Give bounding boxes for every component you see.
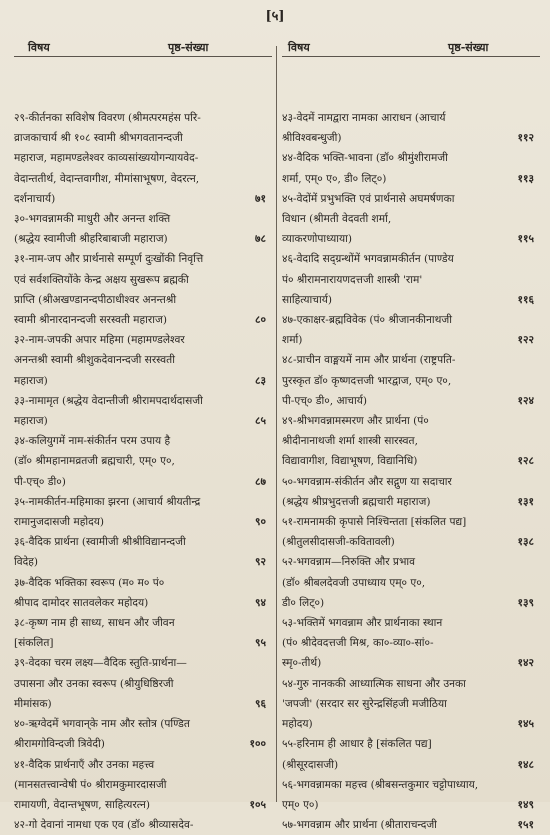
toc-entry — [14, 391, 272, 431]
toc-entry-line: ४८-प्राचीन वाङ्मयमें नाम और प्रार्थना (राष्ट्रपति- — [282, 354, 456, 367]
toc-entry-line: ५४-गुरु नानककी आध्यात्मिक साधना और उनका — [282, 677, 466, 690]
toc-entry-line: (श्रद्धेय श्रीप्रभुदत्तजी ब्रह्मचारी महाराज) — [282, 495, 431, 508]
toc-entry-line: ४६-वेदादि सद्ग्रन्थोंमें भगवन्नामकीर्तन (पाण्डेय — [282, 253, 454, 266]
toc-entry-line: श्रीरामगोविन्दजी त्रिवेदी) — [14, 738, 105, 751]
toc-entry-line: ३९-वेदका चरम लक्ष्य—वैदिक स्तुति-प्रार्थना— — [14, 657, 187, 670]
toc-entry-line: (डॉ० श्रीबलदेवजी उपाध्याय एम्० ए०, — [282, 576, 426, 589]
toc-entry — [282, 350, 540, 411]
toc-page-number: १२८ — [517, 455, 534, 468]
toc-entry — [282, 310, 540, 350]
toc-entry-line: विदेह) — [14, 556, 39, 569]
toc-entry-line: ३१-नाम-जप और प्रार्थनासे सम्पूर्ण दुःखोंकी निवृत्ति — [14, 253, 204, 266]
toc-page-number: १४५ — [517, 718, 534, 731]
toc-entry-line: (मानसतत्त्वान्वेषी पं० श्रीरामकुमारदासजी — [14, 778, 167, 791]
toc-entry — [282, 674, 540, 735]
left-header-page: पृष्ठ-संख्या — [168, 41, 209, 54]
toc-entry-line: ५३-भक्तिमें भगवन्नाम और प्रार्थनाका स्थान — [282, 617, 443, 630]
toc-entry — [14, 532, 272, 572]
toc-entry-line: ४३-वेदमें नामद्वारा नामका आराधन (आचार्य — [282, 112, 446, 124]
column-divider — [276, 46, 277, 802]
toc-entry-line: ५१-रामनामकी कृपासे निश्चिन्तता [संकलित पद्य] — [282, 516, 467, 529]
right-column — [282, 46, 540, 832]
toc-entry-line: ३०-भगवन्नामकी माधुरी और अनन्त शक्ति — [14, 213, 171, 226]
toc-entry-line: रामानुजदासजी महोदय) — [14, 516, 105, 529]
toc-page-number: १२२ — [517, 334, 534, 347]
toc-entry-line: महाराज, महामण्डलेश्वर काव्यसांख्ययोगन्यायवेद- — [14, 152, 199, 165]
toc-entry-line: 'जपजी' (सरदार सर सुरेन्द्रसिंहजी मजीठिया — [282, 697, 447, 710]
toc-entry — [14, 613, 272, 653]
toc-entry-line: प्राप्ति (श्रीअखण्डानन्दपीठाधीश्वर अनन्तश्री — [14, 293, 177, 306]
toc-page-number: ११६ — [517, 293, 534, 306]
toc-entry — [282, 411, 540, 472]
toc-entry-line: श्रीपाद दामोदर सातवलेकर महोदय) — [14, 596, 149, 609]
toc-entry-line: ४१-वैदिक प्रार्थनाएँ और उनका महत्त्व — [14, 758, 155, 771]
toc-entry-line: २९-कीर्तनका सविशेष विवरण (श्रीमत्परमहंस परि- — [14, 112, 201, 124]
toc-entry-line: ३५-नामकीर्तन-महिमाका झरना (आचार्य श्रीयतीन्द्र — [14, 495, 201, 508]
toc-entry — [14, 108, 272, 209]
toc-entry-line: शर्मा) — [282, 334, 303, 347]
toc-page-number: ७१ — [254, 192, 266, 205]
right-entries — [282, 108, 540, 835]
toc-entry-line: रामायणी, वेदान्तभूषण, साहित्यरत्न) — [14, 798, 151, 811]
toc-page-number: ९५ — [254, 637, 266, 650]
toc-page-number: ११३ — [517, 172, 534, 185]
toc-page-number: ९४ — [254, 596, 266, 609]
toc-entry — [282, 148, 540, 188]
toc-entry-line: ५६-भगवन्नामका महत्त्व (श्रीबसन्तकुमार चट्टोपाध्याय, — [282, 778, 479, 791]
toc-entry-line: स्मृ०-तीर्थ) — [282, 657, 322, 670]
toc-entry — [282, 189, 540, 250]
toc-entry — [282, 108, 540, 148]
toc-page-number: ११५ — [517, 233, 534, 246]
toc-entry-line: ४२-गो देवानां नामधा एक एव (डॉ० श्रीव्यासदेव- — [14, 819, 194, 832]
toc-entry-line: मीमांसक) — [14, 697, 52, 710]
toc-page-number: ८७ — [254, 475, 266, 488]
toc-entry-line: (पं० श्रीदेवदत्तजी मिश्र, का०-व्या०-सां०- — [282, 637, 434, 650]
toc-entry-line: श्रीविश्वबन्धुजी) — [282, 132, 342, 145]
toc-entry — [14, 815, 272, 835]
toc-entry-line: पुरस्कृत डॉ० कृष्णदत्तजी भारद्वाज, एम्० ए०, — [282, 374, 452, 387]
toc-entry-line: महाराज) — [14, 415, 48, 428]
toc-entry-line: पी-एच्० डी०, आचार्य) — [282, 394, 368, 407]
toc-entry — [282, 552, 540, 613]
toc-page-number: ८३ — [254, 374, 266, 387]
toc-entry-line: ३३-नामामृत (श्रद्धेय वेदान्तीजी श्रीरामपदार्थदासजी — [14, 394, 203, 407]
page-number: [५] — [265, 9, 285, 24]
toc-entry — [282, 815, 540, 835]
toc-page-number: ७८ — [254, 233, 266, 246]
toc-entry — [14, 209, 272, 249]
toc-entry-line: वेदान्ततीर्थ, वेदान्तवागीश, मीमांसाभूषण, वेदरत्न, — [14, 172, 200, 185]
toc-entry — [282, 249, 540, 310]
toc-entry-line: ३७-वैदिक भक्तिका स्वरूप (म० म० पं० — [14, 576, 165, 589]
toc-entry — [14, 573, 272, 613]
right-header-page: पृष्ठ-संख्या — [448, 41, 489, 54]
toc-entry-line: एम्० ए०) — [282, 798, 319, 811]
toc-page-number: १४९ — [517, 798, 534, 811]
toc-entry-line: डी० लिट्०) — [282, 596, 325, 609]
toc-entry-line: विधान (श्रीमती वेदवती शर्मा, — [282, 213, 392, 226]
toc-entry-line: ४९-श्रीभगवन्नामस्मरण और प्रार्थना (पं० — [282, 415, 429, 428]
toc-entry-line: पं० श्रीरामनारायणदत्तजी शास्त्री 'राम' — [282, 273, 423, 286]
toc-page-number: १५१ — [517, 819, 534, 832]
toc-page-number: १०५ — [249, 798, 266, 811]
toc-entry — [282, 613, 540, 674]
toc-entry-line: ३४-कलियुगमें नाम-संकीर्तन परम उपाय है — [14, 435, 171, 448]
toc-entry-line: व्राजकाचार्य श्री १०८ स्वामी श्रीभगवतानन्दजी — [14, 132, 183, 145]
toc-entry — [14, 249, 272, 330]
toc-entry — [14, 431, 272, 492]
toc-entry — [282, 734, 540, 774]
toc-page-number: ९२ — [254, 556, 266, 569]
toc-page-number: ९६ — [254, 697, 266, 710]
toc-entry-line: स्वामी श्रीनारदानन्दजी सरस्वती महाराज) — [14, 314, 167, 327]
toc-entry-line: ५५-हरिनाम ही आधार है [संकलित पद्य] — [282, 738, 432, 751]
toc-entry-line: एवं सर्वशक्तियोंके केन्द्र अक्षय सुखरूप ब्रह्मकी — [14, 273, 189, 286]
toc-page-number: १२४ — [517, 394, 534, 407]
toc-entry-line: व्याकरणोपाध्याया) — [282, 233, 353, 246]
right-header-subject: विषय — [288, 41, 310, 54]
toc-entry-line: पी-एच्० डी०) — [14, 475, 66, 488]
toc-entry-line: श्रीदीनानाथजी शर्मा शास्त्री सारस्वत, — [282, 435, 418, 448]
toc-entry — [14, 330, 272, 391]
toc-entry-line: शर्मा, एम्० ए०, डी० लिट्०) — [282, 172, 387, 185]
toc-entry-line: [संकलित] — [14, 637, 54, 650]
toc-entry-line: साहित्याचार्य) — [282, 293, 332, 306]
toc-page-number: ८५ — [254, 415, 266, 428]
toc-page-number: १४८ — [517, 758, 534, 771]
toc-page-number: ११२ — [517, 132, 534, 145]
toc-page-number: १३१ — [517, 495, 534, 508]
toc-entry-line: ५२-भगवन्नाम—निरुक्ति और प्रभाव — [282, 556, 416, 569]
toc-entry-line: ४५-वेदोंमें प्रभुभक्ति एवं प्रार्थनासे अघमर्षणका — [282, 192, 455, 205]
toc-page-number: ९० — [254, 516, 266, 529]
toc-entry-line: अनन्तश्री स्वामी श्रीशुकदेवानन्दजी सरस्वती — [14, 354, 175, 367]
toc-entry-line: ५७-भगवन्नाम और प्रार्थना (श्रीताराचन्दजी — [282, 819, 437, 832]
left-header-subject: विषय — [28, 41, 50, 54]
toc-entry-line: महोदय) — [282, 718, 313, 731]
toc-entry-line: दर्शनाचार्य) — [14, 192, 56, 205]
toc-entry-line: विद्यावागीश, विद्याभूषण, विद्यानिधि) — [282, 455, 418, 468]
toc-page-number: १३८ — [517, 536, 534, 549]
toc-entry — [14, 714, 272, 754]
toc-entry-line: (श्रद्धेय स्वामीजी श्रीहरिबाबाजी महाराज) — [14, 233, 168, 246]
toc-entry-line: ३८-कृष्ण नाम ही साध्य, साधन और जीवन — [14, 617, 175, 630]
toc-entry — [282, 775, 540, 815]
toc-entry-line: महाराज) — [14, 374, 48, 387]
toc-entry — [282, 472, 540, 512]
toc-entry-line: ३२-नाम-जपकी अपार महिमा (महामण्डलेश्वर — [14, 334, 185, 347]
toc-entry — [282, 512, 540, 552]
toc-entry-line: उपासना और उनका स्वरूप (श्रीयुधिष्ठिरजी — [14, 677, 174, 690]
toc-entry-line: ३६-वैदिक प्रार्थना (स्वामीजी श्रीश्रीविद्यानन्दजी — [14, 536, 186, 549]
toc-entry — [14, 492, 272, 532]
left-entries — [14, 108, 272, 835]
toc-entry-line: (श्रीसूरदासजी) — [282, 758, 339, 771]
toc-page-number: १४२ — [517, 657, 534, 670]
toc-entry — [14, 755, 272, 816]
toc-entry-line: (श्रीतुलसीदासजी-कवितावली) — [282, 536, 395, 549]
toc-page-number: १३९ — [517, 596, 534, 609]
toc-entry-line: ५०-भगवन्नाम-संकीर्तन और सद्गुण या सदाचार — [282, 475, 452, 488]
left-column — [14, 46, 272, 832]
toc-entry-line: ४४-वैदिक भक्ति-भावना (डॉ० श्रीमुंशीरामजी — [282, 152, 448, 165]
toc-page-number: ८० — [254, 314, 266, 327]
toc-entry-line: (डॉ० श्रीमहानामव्रतजी ब्रह्मचारी, एम्० ए०, — [14, 455, 175, 468]
toc-page-number: १०० — [249, 738, 266, 751]
toc-entry-line: ४०-ऋग्वेदमें भगवान्‌के नाम और स्तोत्र (पण्डित — [14, 718, 190, 731]
toc-entry — [14, 653, 272, 714]
toc-entry-line: ४७-एकाक्षर-ब्रह्मविवेक (पं० श्रीजानकीनाथजी — [282, 314, 453, 327]
